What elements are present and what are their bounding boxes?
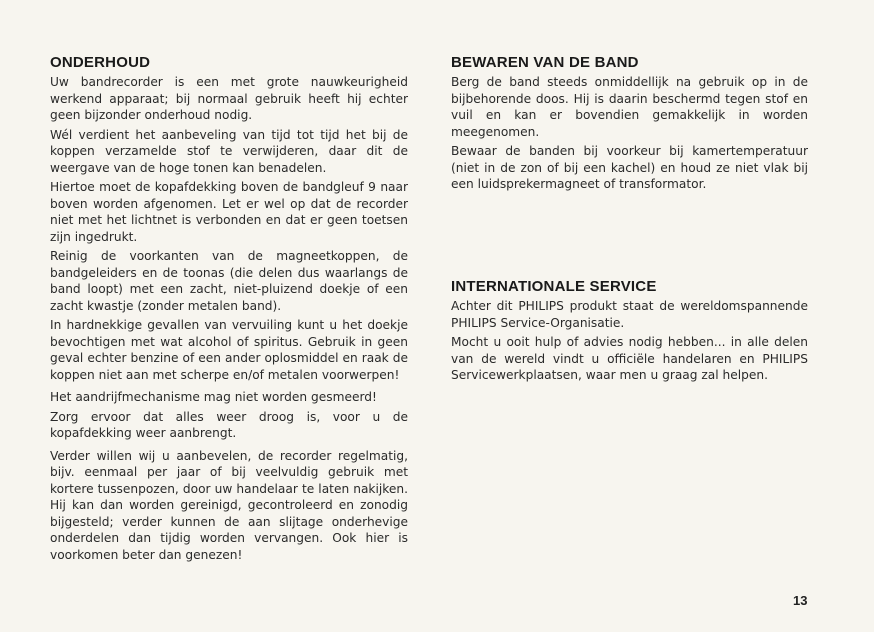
paragraph: Verder willen wij u aanbevelen, de recorder regelmatig, bijv. eenmaal per jaar of bij veelvuldig gebruik met kortere tussenpozen, door uw handelaar te laten nakijken. Hij kan dan worden gereinigd, gecontroleerd en zonodig bijgesteld; verder kunnen de aan slijtage onderhevige onderdelen dan tijdig worden vervangen. Ook hier is voorkomen beter dan genezen!	[50, 448, 408, 562]
onderhoud-section	[50, 54, 408, 566]
paragraph: Bewaar de banden bij voorkeur bij kamertemperatuur (niet in de zon of bij een kachel) en houd ze niet vlak bij een luidsprekermagneet of transformator.	[451, 144, 808, 191]
service-section	[451, 278, 808, 387]
paragraph: Het aandrijfmechanisme mag niet worden gesmeerd!	[50, 390, 377, 404]
page-number: 13	[793, 593, 808, 608]
paragraph: Zorg ervoor dat alles weer droog is, voor u de kopafdekking weer aanbrengt.	[50, 409, 408, 440]
paragraph: Achter dit PHILIPS produkt staat de wereldomspannende PHILIPS Service-Organisatie.	[451, 299, 808, 330]
bewaren-heading: BEWAREN VAN DE BAND	[451, 54, 639, 71]
paragraph: Berg de band steeds onmiddellijk na gebruik op in de bijbehorende doos. Hij is daarin beschermd tegen stof en vuil en kan er bovendien gemakkelijk in worden meegenomen.	[451, 75, 808, 139]
onderhoud-heading: ONDERHOUD	[50, 54, 151, 71]
service-heading: INTERNATIONALE SERVICE	[451, 278, 657, 295]
paragraph: Wél verdient het aanbeveling van tijd tot tijd het bij de koppen verzamelde stof te verwijderen, daar dit de weergave van de hoge tonen kan benadelen.	[50, 127, 408, 175]
bewaren-section	[451, 54, 808, 196]
paragraph: Reinig de voorkanten van de magneetkoppen, de bandgeleiders en de toonas (die delen dus waarlangs de band loopt) met een zacht, niet-pluizend doekje of een zacht kwastje (zonder metalen band).	[50, 249, 408, 313]
paragraph: Hiertoe moet de kopafdekking boven de bandgleuf 9 naar boven worden afgenomen. Let er wel op dat de recorder niet met het lichtnet is verbonden en dat er geen toetsen zijn ingedrukt.	[50, 180, 408, 244]
paragraph: In hardnekkige gevallen van vervuiling kunt u het doekje bevochtigen met wat alcohol of spiritus. Gebruik in geen geval echter benzine of een ander oplosmiddel en raak de koppen niet aan met scherpe en/of metalen voorwerpen!	[50, 318, 408, 382]
paragraph: Uw bandrecorder is een met grote nauwkeurigheid werkend apparaat; bij normaal gebruik heeft hij echter geen bijzonder onderhoud nodig.	[50, 75, 408, 122]
paragraph: Mocht u ooit hulp of advies nodig hebben... in alle delen van de wereld vindt u officiële handelaren en PHILIPS Servicewerkplaatsen, waar men u graag zal helpen.	[451, 335, 808, 382]
